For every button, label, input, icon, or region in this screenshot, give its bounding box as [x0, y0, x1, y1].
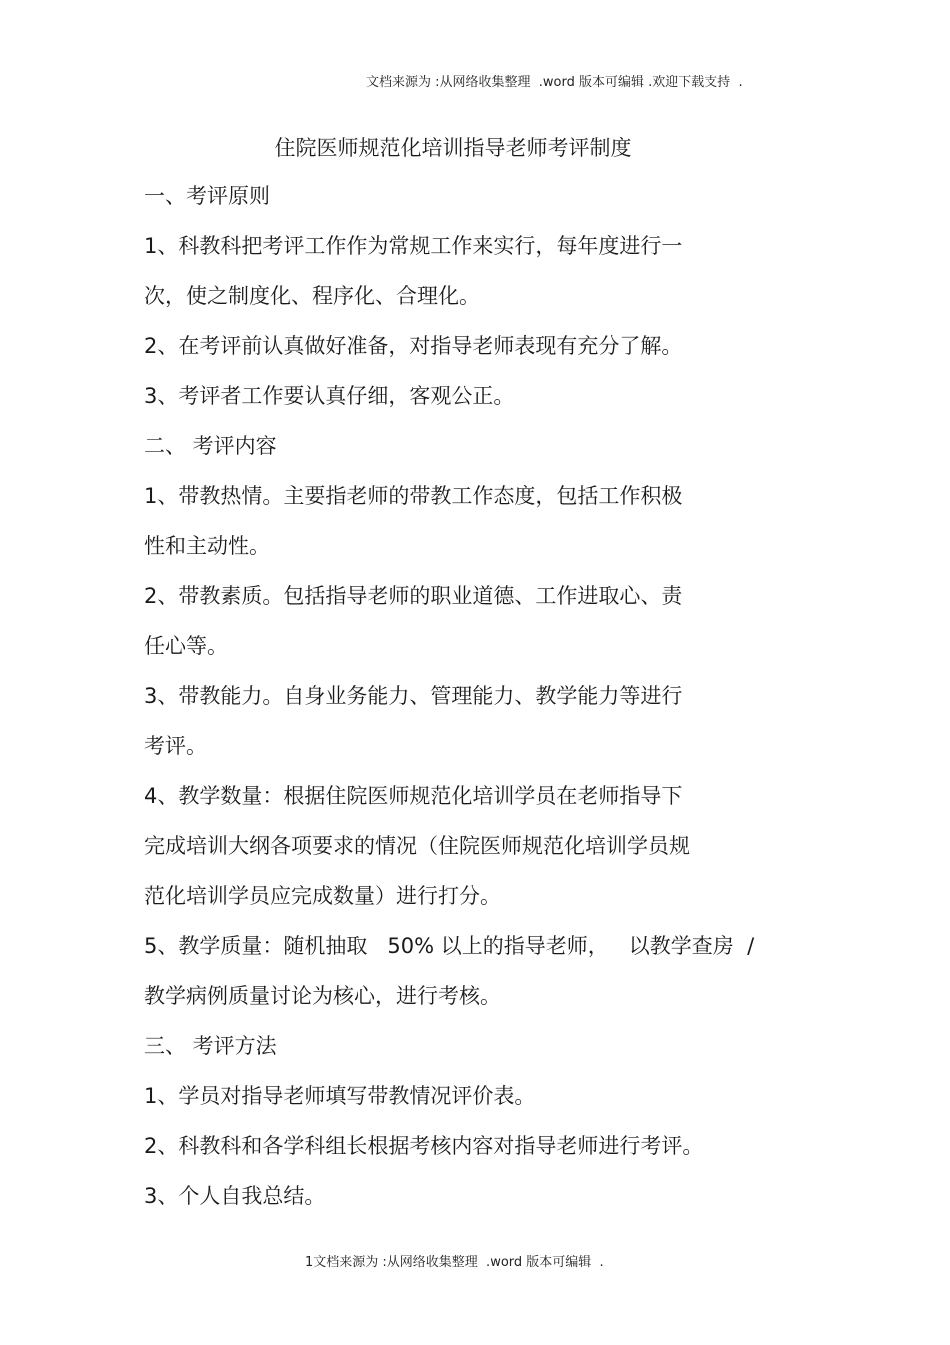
- body-line: 任心等。: [144, 634, 228, 658]
- body-line: 1、带教热情。主要指老师的带教工作态度，包括工作积极: [144, 484, 683, 508]
- body-line: 1、科教科把考评工作作为常规工作来实行，每年度进行一: [144, 234, 683, 258]
- body-line: 次，使之制度化、程序化、合理化。: [144, 284, 480, 308]
- body-line: 2、带教素质。包括指导老师的职业道德、工作进取心、责: [144, 584, 683, 608]
- body-line: 性和主动性。: [144, 534, 270, 558]
- body-line: 3、个人自我总结。: [144, 1184, 326, 1208]
- footer-source-note: 文档来源为 :从网络收集整理 .word 版本可编辑 .: [313, 1255, 604, 1270]
- body-line: 5、教学质量：随机抽取 50% 以上的指导老师， 以教学查房 /: [144, 934, 755, 958]
- body-line: 1、学员对指导老师填写带教情况评价表。: [144, 1084, 536, 1108]
- section-heading-content: 二、 考评内容: [144, 434, 277, 458]
- body-line: 教学病例质量讨论为核心，进行考核。: [144, 984, 501, 1008]
- body-line: 2、在考评前认真做好准备，对指导老师表现有充分了解。: [144, 334, 683, 358]
- body-line: 完成培训大纲各项要求的情况（住院医师规范化培训学员规: [144, 834, 690, 858]
- body-line: 4、教学数量：根据住院医师规范化培训学员在老师指导下: [144, 784, 683, 808]
- section-heading-principles: 一、考评原则: [144, 184, 270, 208]
- footer: [305, 1251, 604, 1270]
- page-number: 1: [305, 1255, 314, 1270]
- document-title: 住院医师规范化培训指导老师考评制度: [274, 136, 632, 160]
- body-line: 3、带教能力。自身业务能力、管理能力、教学能力等进行: [144, 684, 683, 708]
- body-line: 范化培训学员应完成数量）进行打分。: [144, 884, 501, 908]
- header-source-note: 文档来源为 :从网络收集整理 .word 版本可编辑 .欢迎下载支持 .: [366, 75, 743, 90]
- body-line: 3、考评者工作要认真仔细，客观公正。: [144, 384, 515, 408]
- body-line: 2、科教科和各学科组长根据考核内容对指导老师进行考评。: [144, 1134, 704, 1158]
- section-heading-methods: 三、 考评方法: [144, 1034, 277, 1058]
- body-line: 考评。: [144, 734, 207, 758]
